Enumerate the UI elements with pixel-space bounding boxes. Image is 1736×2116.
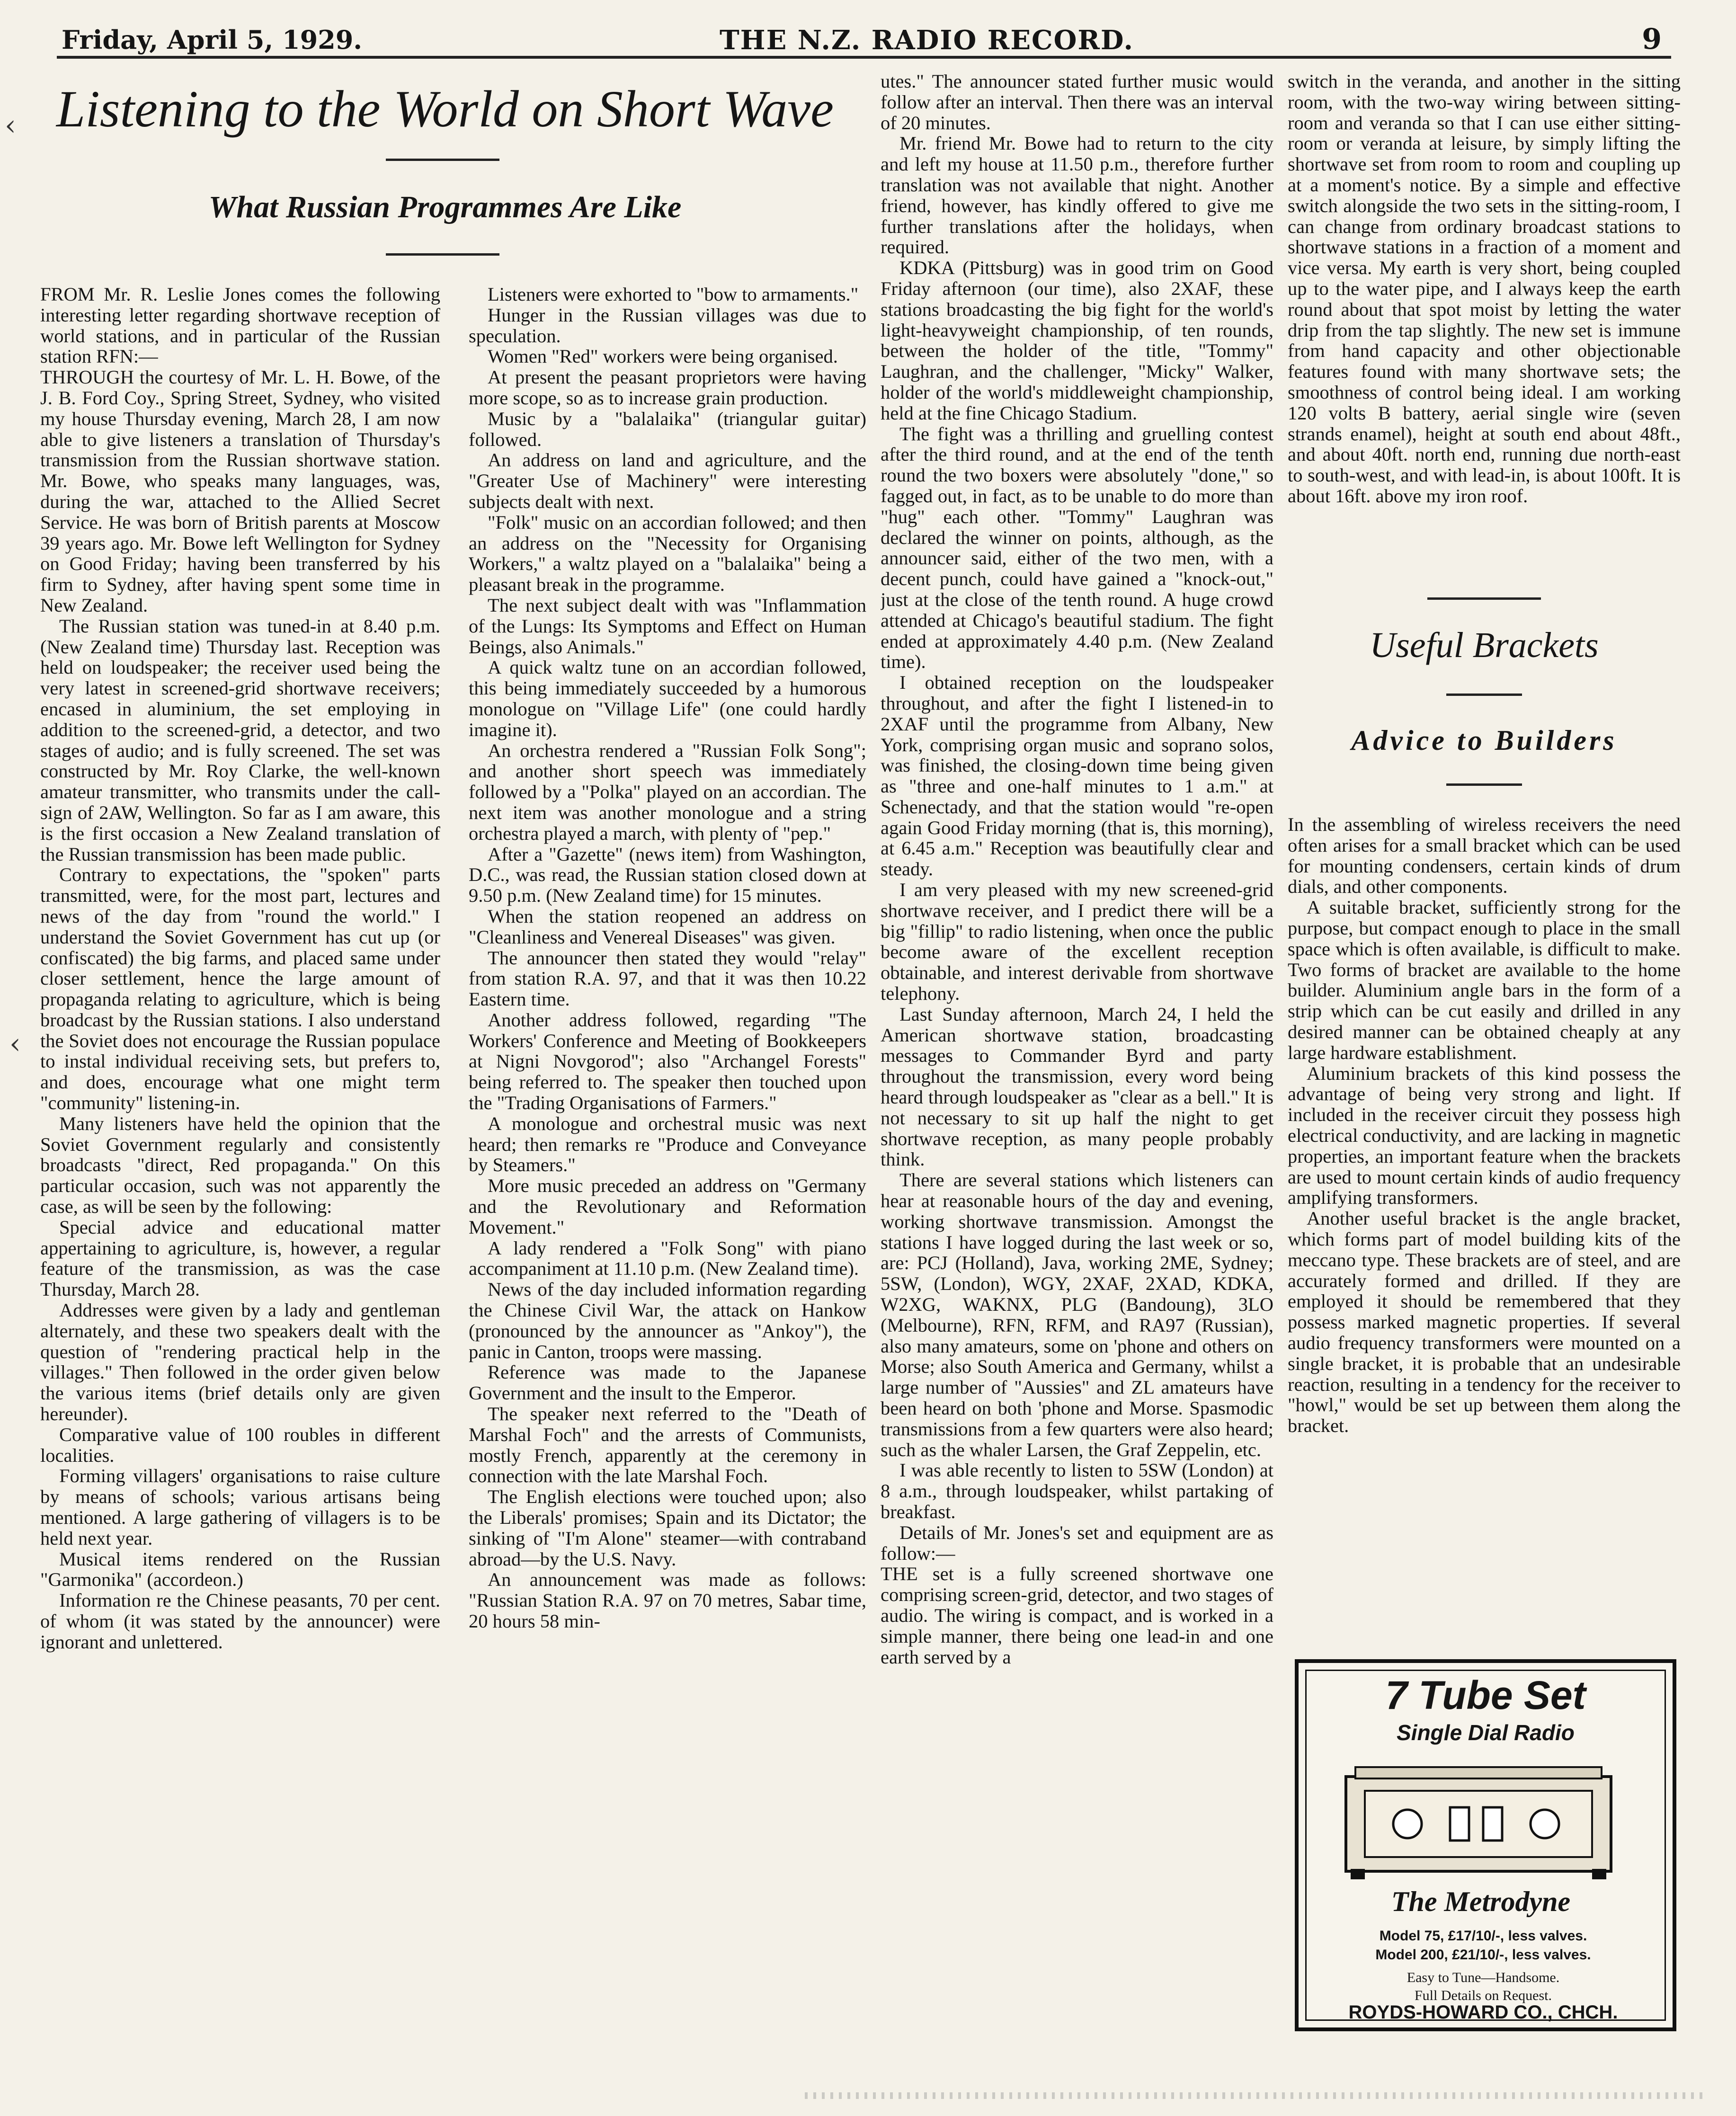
margin-mark: ‹: [5, 109, 16, 142]
body-paragraph: Mr. friend Mr. Bowe had to return to the city and left my house at 11.50 p.m., therefore further translation was not available that night. Another friend, however, has kindly offered to give me further translations after the holidays, when required.: [881, 133, 1273, 258]
body-paragraph: A lady rendered a "Folk Song" with piano accompaniment at 11.10 p.m. (New Zealand time).: [469, 1237, 866, 1280]
body-paragraph: News of the day included information regarding the Chinese Civil War, the attack on Hankow (pronounced by the announcer as "Ankoy"), the panic in Canton, troops were massing.: [469, 1279, 866, 1362]
body-paragraph: utes." The announcer stated further music would follow after an interval. Then there was an interval of 20 minutes.: [881, 71, 1273, 133]
body-paragraph: Aluminium brackets of this kind possess the advantage of being very strong and light. If included in the receiver circuit they possess high electrical conductivity, and are lacking in magnetic properties, an important feature when the brackets are used to mount certain kinds of audio frequency amplifying transformers.: [1288, 1062, 1681, 1209]
intro-paragraph: FROM Mr. R. Leslie Jones comes the following interesting letter regarding shortwave reception of world stations, and in particular of the Russian station RFN:—: [40, 284, 440, 367]
body-paragraph: In the assembling of wireless receivers the need often arises for a small bracket which can be used for mounting condensers, certain kinds of drum dials, and other components.: [1288, 814, 1681, 898]
body-paragraph: KDKA (Pittsburg) was in good trim on Good Friday afternoon (our time), also 2XAF, these stations broadcasting the big fight for the world's light-heavyweight championship, of ten rounds, between the holder of the title, "Tommy" Laughran, and the challenger, "Micky" Walker, holder of the world's middleweight championship, held at the fine Chicago Stadium.: [881, 257, 1273, 424]
body-paragraph: The speaker next referred to the "Death of Marshal Foch" and the arrests of Communists, mostly French, apparently at the ceremony in connection with the late Marshal Foch.: [469, 1403, 866, 1487]
body-paragraph: Hunger in the Russian villages was due to speculation.: [469, 304, 866, 347]
body-paragraph: More music preceded an address on "Germany and the Revolutionary and Reformation Movement.": [469, 1175, 866, 1238]
body-paragraph: I am very pleased with my new screened-grid shortwave receiver, and I predict there will be a big "fillip" to radio listening, when once the public become aware of the excellent reception obtainable, and interest derivable from shortwave telephony.: [881, 879, 1273, 1005]
brackets-headline: Useful Brackets: [1370, 625, 1599, 665]
ad-company: ROYDS-HOWARD CO., CHCH.: [1348, 2002, 1618, 2023]
body-paragraph: The next subject dealt with was "Inflammation of the Lungs: Its Symptoms and Effect on Human Beings, also Animals.": [469, 594, 866, 658]
ad-model-75: Model 75, £17/10/-, less valves.: [1379, 1928, 1587, 1944]
body-paragraph: Many listeners have held the opinion that the Soviet Government regularly and consistently broadcasts "direct, Red propaganda." On this particular occasion, such was not apparently the case, as will be seen by the following:: [40, 1112, 440, 1218]
body-paragraph: Listeners were exhorted to "bow to armaments.": [488, 284, 859, 305]
brackets-divider: [1446, 693, 1522, 696]
body-paragraph: Musical items rendered on the Russian "Garmonika" (accordeon.): [40, 1548, 440, 1591]
body-paragraph: Last Sunday afternoon, March 24, I held the American shortwave station, broadcasting messages to Commander Byrd and party throughout the transmission, every word being heard through loudspeaker as "clear as a bell." It is not necessary to sit up half the night to get shortwave reception, as many people probably think.: [881, 1003, 1273, 1170]
body-paragraph: Special advice and educational matter appertaining to agriculture, is, however, a regular feature of the transmission, as was the case Thursday, March 28.: [40, 1216, 440, 1300]
brackets-sub-divider: [1446, 783, 1522, 786]
body-paragraph: Another address followed, regarding "The Workers' Conference and Meeting of Bookkeepers at Nigni Novgorod"; also "Archangel Forests" being referred to. The speaker then touched upon the "Trading Organisations of Farmers.": [469, 1009, 866, 1114]
body-paragraph: THE set is a fully screened shortwave one comprising screen-grid, detector, and two stages of audio. The wiring is compact, and is worked in a simple manner, there being one lead-in and one earth served by a: [881, 1563, 1273, 1668]
body-paragraph: An announcement was made as follows: "Russian Station R.A. 97 on 70 metres, Sabar time, 20 hours 58 min-: [469, 1569, 866, 1632]
print-noise-strip: [805, 2092, 1704, 2099]
body-paragraph: A quick waltz tune on an accordian followed, this being immediately succeeded by a humorous monologue on "Village Life" (one could hardly imagine it).: [469, 657, 866, 740]
body-paragraph: The fight was a thrilling and gruelling contest after the third round, and at the end of the tenth round the two boxers were absolutely "done," so fagged out, in fact, as to be unable to do more than "hug" each other. "Tommy" Laughran was declared the winner on points, although, as the announcer said, either of the two men, with a decent punch, could have gained a "knock-out," just at the close of the tenth round. A huge crowd attended at Chicago's beautiful stadium. The fight ended at approximately 4.40 p.m. (New Zealand time).: [881, 423, 1273, 673]
ad-details: Full Details on Request.: [1415, 1988, 1552, 2003]
body-paragraph: A monologue and orchestral music was next heard; then remarks re "Produce and Conveyance by Steamers.": [469, 1112, 866, 1176]
body-paragraph: Music by a "balalaika" (triangular guitar) followed.: [469, 408, 866, 450]
body-paragraph: The English elections were touched upon; also the Liberals' promises; Spain and its Dictator; the sinking of "I'm Alone" steamer—with contraband abroad—by the U.S. Navy.: [469, 1486, 866, 1570]
masthead: [57, 23, 1671, 59]
article-column-4: [1288, 71, 1681, 601]
ad-model-200: Model 200, £21/10/-, less valves.: [1375, 1947, 1591, 1963]
ad-brand: The Metrodyne: [1391, 1886, 1571, 1917]
ad-easy-tune: Easy to Tune—Handsome.: [1407, 1970, 1560, 1985]
body-paragraph: Contrary to expectations, the "spoken" parts transmitted, were, for the most part, lectures and news of the day from "round the world." I understand the Soviet Government has cut up (or confiscated) the big farms, and placed same under closer settlement, hence the large amount of propaganda relating to agriculture, which is being broadcast by the Russian stations. I also understand the Soviet does not encourage the Russian populace to instal individual receiving sets, but prefers to, and does, encourage what one might term "community" listening-in.: [40, 864, 440, 1114]
radio-cabinet-illustration: [1336, 1762, 1620, 1881]
body-paragraph: switch in the veranda, and another in the sitting room, with the two-way wiring between sitting-room and veranda so that I can use either sitting-room or veranda at leisure, by simply lifting the shortwave set from room to room and coupling up at a moment's notice. By a simple and effective switch alongside the two sets in the sitting-room, I can change from ordinary broadcast stations to shortwave stations in a fraction of a moment and vice versa. My earth is very short, being coupled up to the water pipe, and I always keep the earth round about that spot moist by letting the water drip from the tap slightly. The new set is immune from hand capacity and other objectionable features found with many shortwave sets; the smoothness of control being ideal. I am working 120 volts B battery, aerial single wire (seven strands enamel), height at south end about 48ft., and about 40ft. north end, running due north-east to south-west, and with lead-in, is about 100ft. It is about 16ft. above my iron roof.: [1288, 71, 1681, 507]
margin-mark: ‹: [9, 1027, 21, 1060]
body-paragraph: The Russian station was tuned-in at 8.40 p.m. (New Zealand time) Thursday last. Reception was held on loudspeaker; the receiver used being the very latest in screened-grid shortwave receivers; encased in aluminium, the set employing in addition to the screened-grid, a detector, and two stages of audio; and is fully screened. The set was constructed by Mr. Roy Clarke, the well-known amateur transmitter, who transmits under the call-sign of 2AW, Wellington. So far as I am aware, this is the first occasion a New Zealand translation of the Russian transmission has been made public.: [40, 615, 440, 865]
body-paragraph: An address on land and agriculture, and the "Greater Use of Machinery" were interesting subjects dealt with next.: [469, 449, 866, 512]
body-paragraph: THROUGH the courtesy of Mr. L. H. Bowe, of the J. B. Ford Coy., Spring Street, Sydney, who visited my house Thursday evening, March 28, I am now able to give listeners a translation of Thursday's transmission from the Russian shortwave station. Mr. Bowe, who speaks many languages, was, during the war, attached to the Allied Secret Service. He was born of British parents at Moscow 39 years ago. Mr. Bowe left Wellington for Sydney on Good Friday; having been transferred by his firm to Sydney, after having spent some time in New Zealand.: [40, 366, 440, 616]
body-paragraph: Details of Mr. Jones's set and equipment are as follow:—: [881, 1521, 1273, 1564]
subhead-divider: [386, 253, 499, 256]
body-paragraph: Information re the Chinese peasants, 70 per cent. of whom (it was stated by the announcer) were ignorant and unlettered.: [40, 1590, 440, 1653]
body-paragraph: When the station reopened an address on "Cleanliness and Venereal Diseases" was given.: [469, 905, 866, 948]
body-paragraph: Reference was made to the Japanese Government and the insult to the Emperor.: [469, 1361, 866, 1404]
body-paragraph: An orchestra rendered a "Russian Folk Song"; and another short speech was immediately followed by a "Polka" played on an accordian. The next item was another monologue and a string orchestra played a march, with plenty of "pep.": [469, 739, 866, 844]
body-paragraph: Comparative value of 100 roubles in different localities.: [40, 1423, 440, 1466]
ad-subtitle: Single Dial Radio: [1397, 1720, 1575, 1745]
brackets-column: [1288, 814, 1681, 1619]
article-subhead: What Russian Programmes Are Like: [208, 190, 682, 224]
article-end-divider: [1427, 597, 1541, 600]
body-paragraph: The announcer then stated they would "relay" from station R.A. 97, and that it was then 10.22 Eastern time.: [469, 947, 866, 1010]
newspaper-title: THE N.Z. RADIO RECORD.: [720, 25, 1134, 56]
ad-title: 7 Tube Set: [1385, 1673, 1586, 1717]
issue-date: Friday, April 5, 1929.: [62, 25, 363, 55]
headline-divider: [386, 159, 499, 161]
body-paragraph: I was able recently to listen to 5SW (London) at 8 a.m., through loudspeaker, whilst partaking of breakfast.: [881, 1459, 1273, 1522]
article-column-1: [40, 284, 440, 2036]
body-paragraph: At present the peasant proprietors were having more scope, so as to increase grain production.: [469, 366, 866, 409]
body-paragraph: I obtained reception on the loudspeaker throughout, and after the fight I listened-in to 2XAF until the programme from Albany, New York, comprising organ music and soprano solos, was finished, the closing-down time being given as "three and one-half minutes to 1 a.m." at Schenectady, and that the station would "re-open again Good Friday morning (that is, this morning), at 6.45 a.m." Reception was beautifully clear and steady.: [881, 672, 1273, 880]
brackets-subhead: Advice to Builders: [1351, 725, 1617, 756]
article-column-2: [469, 284, 866, 2036]
body-paragraph: Forming villagers' organisations to raise culture by means of schools; various artisans being mentioned. A large gathering of villagers is to be held next year.: [40, 1465, 440, 1549]
body-paragraph: "Folk" music on an accordian followed; and then an address on the "Necessity for Organising Workers," a waltz played on a "balalaika" being a pleasant break in the programme.: [469, 511, 866, 596]
metrodyne-advertisement: [1295, 1659, 1676, 2031]
body-paragraph: Another useful bracket is the angle bracket, which forms part of model building kits of the meccano type. These brackets are of steel, and are accurately formed and drilled. If they are employed it should be remembered that they possess marked magnetic properties. If several audio frequency transformers were mounted on a single bracket, it is probable that an undesirable reaction, resulting in a tendency for the receiver to "howl," would be set up between them along the bracket.: [1288, 1208, 1681, 1437]
body-paragraph: A suitable bracket, sufficiently strong for the purpose, but compact enough to place in the small space which is often available, is difficult to make. Two forms of bracket are available to the home builder. Aluminium angle bars in the form of a strip which can be cut easily and drilled in any desired manner can be obtained cheaply at any large hardware establishment.: [1288, 897, 1681, 1063]
body-paragraph: Addresses were given by a lady and gentleman alternately, and these two speakers dealt with the question of "rendering practical help in the villages." Then followed in the order given below the various items (brief details only are given hereunder).: [40, 1299, 440, 1425]
body-paragraph: There are several stations which listeners can hear at reasonable hours of the day and evening, working shortwave transmission. Amongst the stations I have logged during the last week or so, are: PCJ (Holland), Java, working 2ME, Sydney; 5SW, (London), WGY, 2XAF, 2XAD, KDKA, W2XG, WAKNX, PLG (Bandoung), 3LO (Melbourne), RFN, RFM, and RA97 (Russian), also many amateurs, some on 'phone and others on Morse; also South America and Germany, whilst a large number of "Aussies" and ZL amateurs have been heard on both 'phone and Morse. Spasmodic transmissions from a few quarters were also heard; such as the whaler Larsen, the Graf Zeppelin, etc.: [881, 1169, 1273, 1460]
page-number: 9: [1642, 23, 1662, 56]
body-paragraph: After a "Gazette" (news item) from Washington, D.C., was read, the Russian station closed down at 9.50 p.m. (New Zealand time) for 15 minutes.: [469, 843, 866, 907]
article-headline: Listening to the World on Short Wave: [56, 80, 834, 138]
article-column-3: [881, 71, 1273, 2045]
body-paragraph: Women "Red" workers were being organised.: [488, 346, 838, 367]
